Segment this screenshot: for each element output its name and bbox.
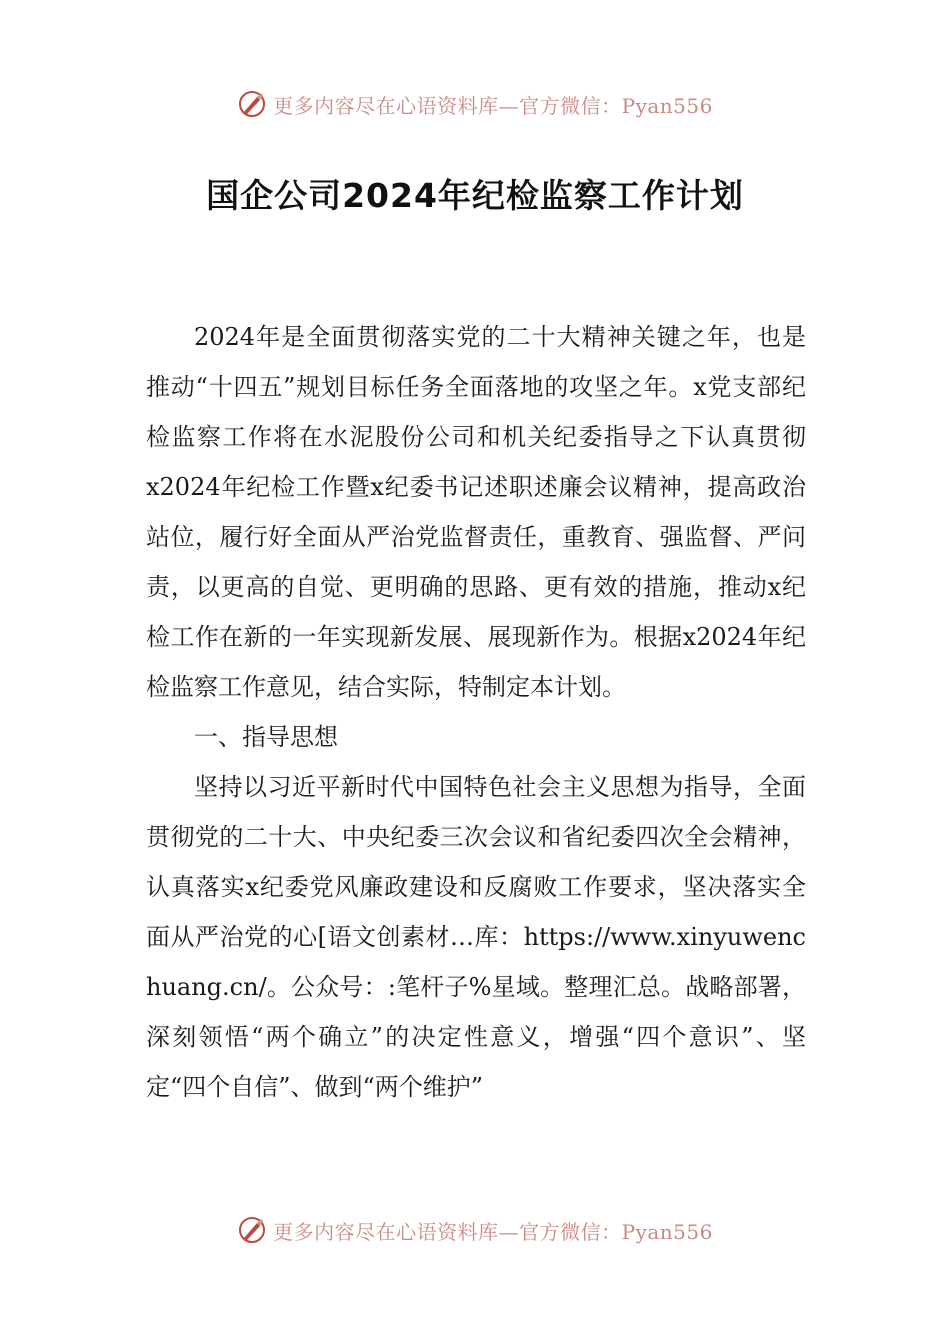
watermark-text: 更多内容尽在心语资料库—官方微信：Pyan556 bbox=[273, 1219, 713, 1244]
footer-watermark-banner bbox=[0, 1208, 950, 1252]
guiding-ideology-paragraph: 坚持以习近平新时代中国特色社会主义思想为指导，全面贯彻党的二十大、中央纪委三次会议和省纪委四次全会精神，认真落实x纪委党风廉政建设和反腐败工作要求，坚决落实全面从严治党的心[语文创素材…库：https://www.xinyuwenchuang.cn/。公众号：:笔杆子%星域。整理汇总。战略部署，深刻领悟“两个确立”的决定性意义，增强“四个意识”、坚定“四个自信”、做到“两个维护” bbox=[146, 773, 806, 1101]
intro-paragraph: 2024年是全面贯彻落实党的二十大精神关键之年，也是推动“十四五”规划目标任务全面落地的攻坚之年。x党支部纪检监察工作将在水泥股份公司和机关纪委指导之下认真贯彻x2024年纪检工作暨x纪委书记述职述廉会议精神，提高政治站位，履行好全面从严治党监督责任，重教育、强监督、严问责，以更高的自觉、更明确的思路、更有效的措施，推动x纪检工作在新的一年实现新发展、展现新作为。根据x2024年纪检监察工作意见，结合实际，特制定本计划。 bbox=[146, 323, 806, 701]
watermark-text: 更多内容尽在心语资料库—官方微信：Pyan556 bbox=[273, 93, 713, 118]
header-watermark-banner bbox=[0, 82, 950, 126]
document-body bbox=[146, 312, 806, 1112]
pen-logo-icon bbox=[237, 1215, 267, 1245]
document-title: 国企公司2024年纪检监察工作计划 bbox=[206, 176, 744, 215]
section-heading-guiding-ideology: 一、指导思想 bbox=[194, 723, 338, 751]
pen-logo-icon bbox=[237, 89, 267, 119]
